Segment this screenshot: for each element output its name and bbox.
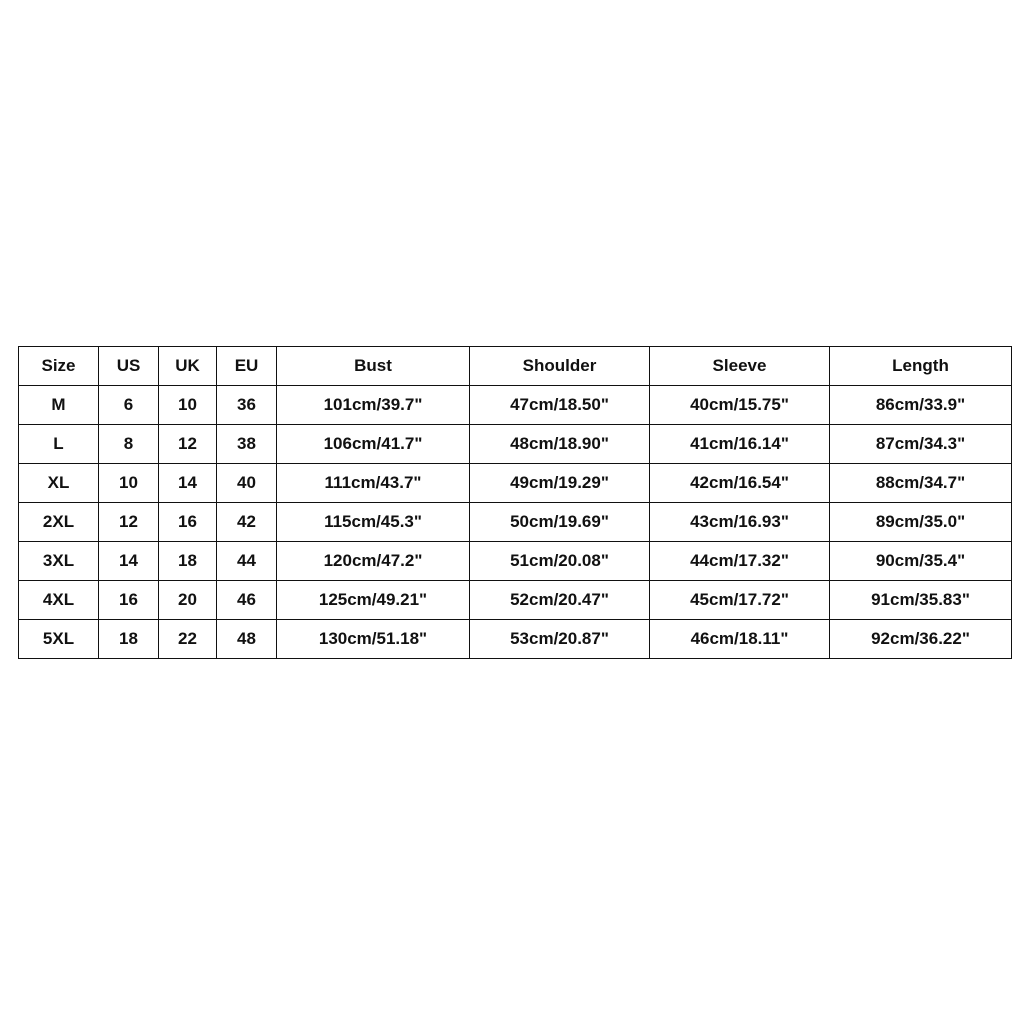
cell-eu: 38 (217, 425, 277, 464)
cell-bust: 101cm/39.7" (277, 386, 470, 425)
cell-eu: 46 (217, 581, 277, 620)
cell-uk: 12 (159, 425, 217, 464)
cell-sleeve: 41cm/16.14" (650, 425, 830, 464)
cell-size: L (19, 425, 99, 464)
cell-length: 89cm/35.0" (830, 503, 1012, 542)
cell-uk: 14 (159, 464, 217, 503)
cell-eu: 42 (217, 503, 277, 542)
size-chart-table (18, 346, 1012, 659)
cell-us: 8 (99, 425, 159, 464)
cell-us: 6 (99, 386, 159, 425)
cell-length: 92cm/36.22" (830, 620, 1012, 659)
cell-size: 5XL (19, 620, 99, 659)
cell-us: 12 (99, 503, 159, 542)
cell-shoulder: 49cm/19.29" (470, 464, 650, 503)
table-row (19, 425, 1012, 464)
cell-length: 86cm/33.9" (830, 386, 1012, 425)
cell-us: 10 (99, 464, 159, 503)
cell-bust: 115cm/45.3" (277, 503, 470, 542)
cell-size: XL (19, 464, 99, 503)
cell-us: 16 (99, 581, 159, 620)
table-row (19, 581, 1012, 620)
header-length: Length (830, 347, 1012, 386)
cell-size: 4XL (19, 581, 99, 620)
cell-sleeve: 42cm/16.54" (650, 464, 830, 503)
cell-bust: 106cm/41.7" (277, 425, 470, 464)
cell-length: 87cm/34.3" (830, 425, 1012, 464)
cell-bust: 125cm/49.21" (277, 581, 470, 620)
cell-shoulder: 47cm/18.50" (470, 386, 650, 425)
cell-size: 3XL (19, 542, 99, 581)
cell-uk: 20 (159, 581, 217, 620)
header-sleeve: Sleeve (650, 347, 830, 386)
table-row (19, 620, 1012, 659)
cell-us: 14 (99, 542, 159, 581)
header-row (19, 347, 1012, 386)
header-shoulder: Shoulder (470, 347, 650, 386)
header-bust: Bust (277, 347, 470, 386)
table-row (19, 464, 1012, 503)
header-us: US (99, 347, 159, 386)
cell-eu: 48 (217, 620, 277, 659)
header-uk: UK (159, 347, 217, 386)
header-size: Size (19, 347, 99, 386)
cell-shoulder: 48cm/18.90" (470, 425, 650, 464)
cell-bust: 120cm/47.2" (277, 542, 470, 581)
table-row (19, 386, 1012, 425)
size-chart-body (19, 386, 1012, 659)
table-row (19, 503, 1012, 542)
cell-length: 90cm/35.4" (830, 542, 1012, 581)
cell-sleeve: 44cm/17.32" (650, 542, 830, 581)
cell-size: 2XL (19, 503, 99, 542)
cell-sleeve: 46cm/18.11" (650, 620, 830, 659)
cell-sleeve: 43cm/16.93" (650, 503, 830, 542)
cell-uk: 16 (159, 503, 217, 542)
cell-size: M (19, 386, 99, 425)
cell-uk: 10 (159, 386, 217, 425)
cell-uk: 22 (159, 620, 217, 659)
cell-sleeve: 45cm/17.72" (650, 581, 830, 620)
cell-eu: 44 (217, 542, 277, 581)
cell-length: 88cm/34.7" (830, 464, 1012, 503)
cell-eu: 36 (217, 386, 277, 425)
cell-sleeve: 40cm/15.75" (650, 386, 830, 425)
cell-shoulder: 53cm/20.87" (470, 620, 650, 659)
table-row (19, 542, 1012, 581)
header-eu: EU (217, 347, 277, 386)
cell-shoulder: 50cm/19.69" (470, 503, 650, 542)
cell-eu: 40 (217, 464, 277, 503)
cell-shoulder: 51cm/20.08" (470, 542, 650, 581)
cell-us: 18 (99, 620, 159, 659)
cell-bust: 130cm/51.18" (277, 620, 470, 659)
cell-length: 91cm/35.83" (830, 581, 1012, 620)
cell-bust: 111cm/43.7" (277, 464, 470, 503)
cell-shoulder: 52cm/20.47" (470, 581, 650, 620)
cell-uk: 18 (159, 542, 217, 581)
